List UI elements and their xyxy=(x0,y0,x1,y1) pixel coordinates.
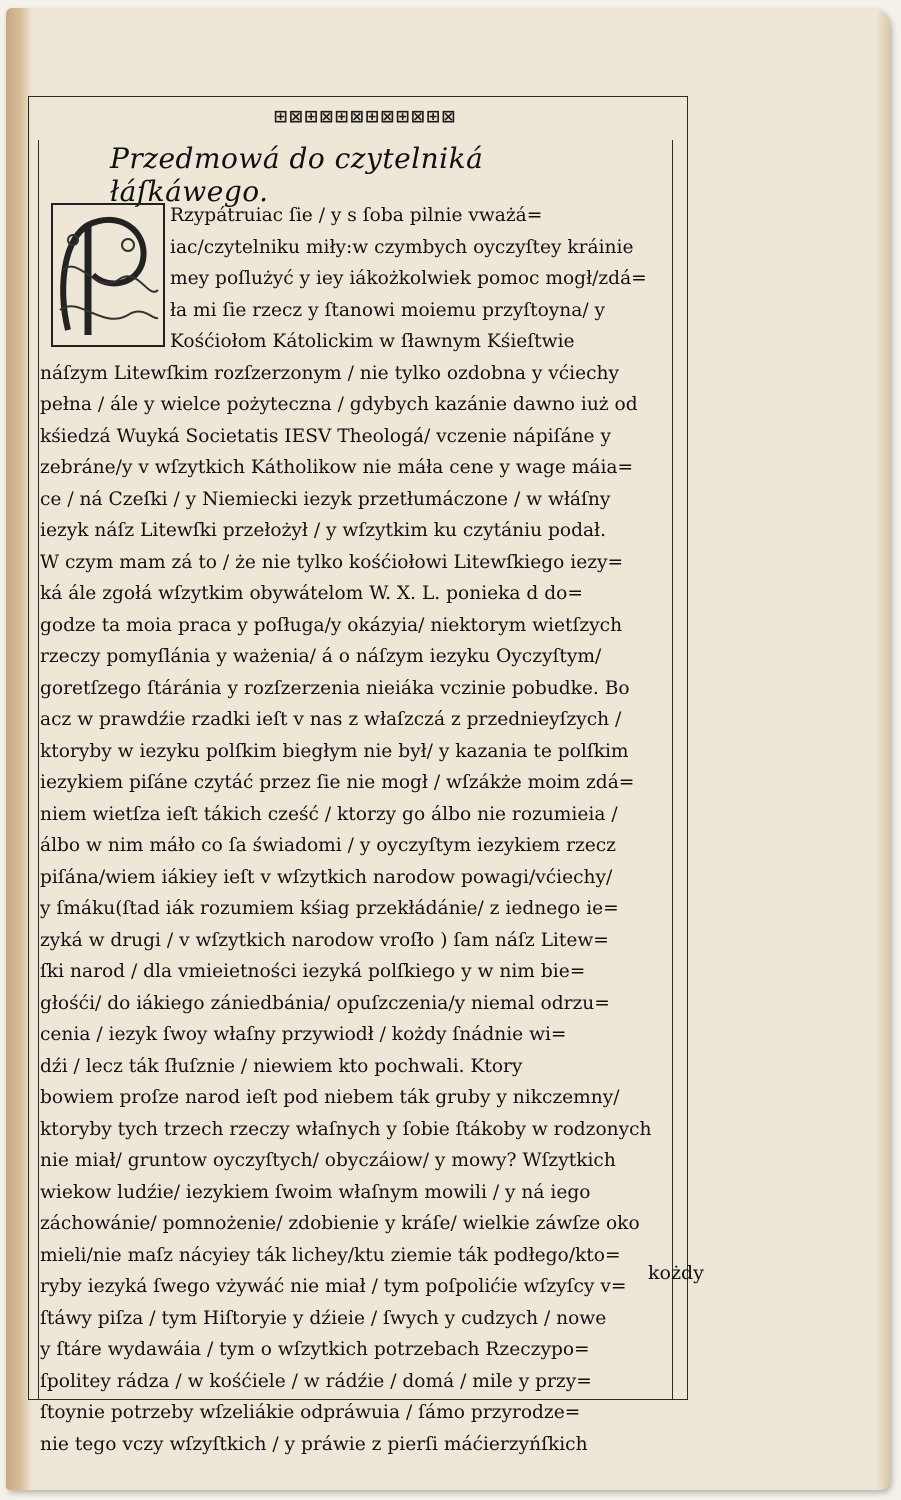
text-line: zebráne/y v wſzytkich Kátholikow nie máła cene y wage máia= xyxy=(40,457,634,478)
text-line: ktoryby tych trzech rzeczy właſnych y ſobie ſtákoby w rodzonych xyxy=(40,1118,652,1140)
text-line: ce / ná Czeſki / y Niemiecki iezyk przetłumáczone / w włáſny xyxy=(40,488,611,510)
text-line: y ſtáre wydawáia / tym o wſzytkich potrzebach Rzeczypo= xyxy=(40,1339,590,1360)
text-line: ká ále zgołá wſzytkim obywátelom W. X. L. ponieka d do= xyxy=(40,583,583,604)
page-heading: Przedmowá do czytelniká łáſkáwego. xyxy=(110,142,484,208)
text-line: náſzym Litewſkim rozſzerzonym / nie tylko ozdobna y vćiechy xyxy=(40,362,620,384)
text-line: álbo w nim máło co ſa świadomi / y oyczyſtym iezykiem rzecz xyxy=(40,835,616,856)
frame-rule-left xyxy=(38,140,39,1400)
text-line: nie tego vczy wſzyſtkich / y práwie z pierſi máćierzyńſkich xyxy=(40,1433,588,1455)
text-line: iezyk náſz Litewſki przełożył / y wſzytkim ku czytániu podał. xyxy=(40,520,606,541)
text-line: W czym mam zá to / że nie tylko kośćiołowi Litewſkiego iezy= xyxy=(40,551,624,573)
text-line: iezykiem piſáne czytáć przez ſie nie mogł / wſzákże moim zdá= xyxy=(40,772,635,793)
body-text xyxy=(40,200,678,1460)
text-line: godze ta moia praca y poſługa/y okázyia/ niektorym wietſzych xyxy=(40,614,623,636)
text-line: dźi / lecz ták ſłuſznie / niewiem kto pochwali. Ktory xyxy=(40,1055,523,1077)
text-line: piſána/wiem iákiey ieſt v wſzytkich narodow powagi/vćiechy/ xyxy=(40,866,613,888)
header-ornament: ⊞⊠⊞⊠⊞⊠⊞⊠⊞⊠⊞⊠ xyxy=(273,107,457,127)
text-line: ſpolitey rádza / w kośćiele / w rádźie / domá / mile y przy= xyxy=(40,1370,592,1392)
text-line: acz w prawdźie rzadki ieſt v nas z właſzczá z przednieyſzych / xyxy=(40,709,622,730)
text-line: ła mi ſie rzecz y ſtanowi moiemu przyſtoyna/ y xyxy=(170,299,606,321)
catchword: kożdy xyxy=(648,1262,704,1284)
text-line: ſtoynie potrzeby wſzeliákie odpráwuia / ſámo przyrodze= xyxy=(40,1402,581,1423)
text-line: mey poſlużyć y iey iákożkolwiek pomoc mogł/zdá= xyxy=(170,268,647,289)
text-line: y ſmáku(ſtad iák rozumiem kśiag przekłádánie/ z iednego ie= xyxy=(40,898,619,919)
text-line: ktoryby w iezyku polſkim biegłym nie był/ y kazania te polſkim xyxy=(40,740,629,762)
text-line: zyká w drugi / v wſzytkich narodow vroſło ) ſam náſz Litew= xyxy=(40,929,609,951)
text-line: rzeczy pomyſlánia y ważenia/ á o náſzym iezyku Oyczyſtym/ xyxy=(40,646,602,667)
text-line: pełna / ále y wielce pożyteczna / gdybych kazánie dawno iuż od xyxy=(40,394,638,415)
text-line: cenia / iezyk ſwoy właſny przywiodł / kożdy ſnádnie wi= xyxy=(40,1024,567,1045)
text-line: nie miał/ gruntow oyczyſtych/ obyczáiow/ y mowy? Wſzytkich xyxy=(40,1150,616,1171)
text-line: iac/czytelniku miły:w czymbych oyczyſtey kráinie xyxy=(170,236,634,258)
text-line: záchowánie/ pomnożenie/ zdobienie y kráſe/ wielkie záwſze oko xyxy=(40,1213,640,1234)
text-line: kśiedzá Wuyká Societatis IESV Theologá/ vczenie nápiſáne y xyxy=(40,425,611,447)
text-line: bowiem proſze narod ieſt pod niebem ták gruby y nikczemny/ xyxy=(40,1087,620,1108)
page-edge xyxy=(876,8,890,1490)
text-line: Kośćiołom Kátolickim w ſławnym Kśieſtwie xyxy=(170,331,575,352)
text-line: głośći/ do iákiego zániedbánia/ opuſzczenia/y niemal odrzu= xyxy=(40,992,610,1014)
text-line: niem wietſza ieſt tákich cześć / ktorzy go álbo nie rozumieia / xyxy=(40,803,618,825)
text-line: mieli/nie maſz nácyiey ták lichey/ktu ziemie ták podłego/kto= xyxy=(40,1244,621,1266)
text-line: Rzypátruiac ſie / y s ſoba pilnie vważá= xyxy=(170,205,543,226)
text-line: wiekow ludźie/ iezykiem ſwoim właſnym mowili / y ná iego xyxy=(40,1181,591,1203)
text-line: goretſzego ſtáránia y rozſzerzenia nieiáka vczinie pobudke. Bo xyxy=(40,677,630,699)
text-line: ryby iezyká ſwego vżywáć nie miał / tym poſpolićie wſzyſcy v= xyxy=(40,1276,627,1297)
text-line: ſki narod / dla vmieietności iezyká polſkiego y w nim bie= xyxy=(40,961,586,982)
text-line: ſtáwy piſza / tym Hiſtoryie y dźieie / ſwych y cudzych / nowe xyxy=(40,1307,607,1329)
